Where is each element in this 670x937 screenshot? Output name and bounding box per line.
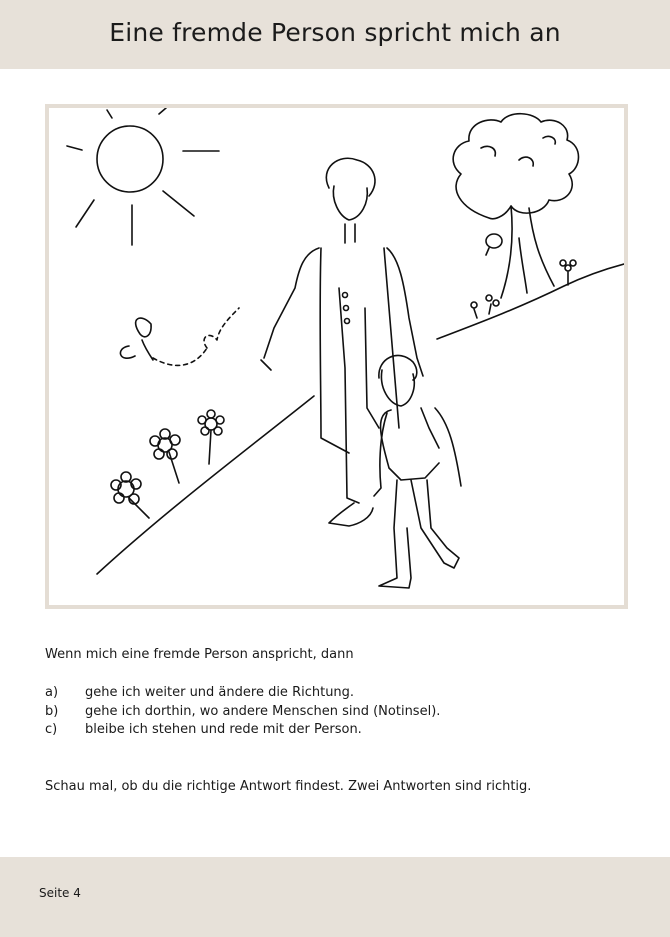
illustration-frame	[45, 104, 628, 609]
instruction-hint: Schau mal, ob du die richtige Antwort findest. Zwei Antworten sind richtig.	[45, 779, 532, 794]
answer-options-list	[45, 684, 440, 740]
answer-option-c	[45, 721, 440, 740]
title-band	[0, 0, 670, 69]
butterfly-drawing	[120, 308, 239, 365]
footer-band	[0, 857, 670, 937]
stranger-scene-illustration	[49, 108, 624, 605]
page-title: Eine fremde Person spricht mich an	[109, 18, 561, 47]
sun-drawing	[67, 108, 219, 245]
option-text: gehe ich dorthin, wo andere Menschen sind (Notinsel).	[85, 703, 441, 719]
option-letter: a)	[45, 685, 59, 700]
option-text: bleibe ich stehen und rede mit der Person.	[85, 722, 362, 737]
page-number-label: Seite 4	[39, 886, 81, 900]
option-text: gehe ich weiter und ändere die Richtung.	[85, 685, 355, 700]
option-letter: c)	[45, 722, 58, 737]
tree-drawing	[453, 114, 578, 298]
right-hill	[437, 264, 624, 339]
answer-option-a	[45, 684, 440, 703]
question-intro: Wenn mich eine fremde Person anspricht, dann	[45, 647, 354, 662]
stranger-drawing	[261, 158, 423, 526]
left-flowers	[111, 410, 224, 518]
answer-option-b	[45, 703, 440, 722]
boy-drawing	[374, 355, 461, 588]
option-letter: b)	[45, 703, 59, 719]
